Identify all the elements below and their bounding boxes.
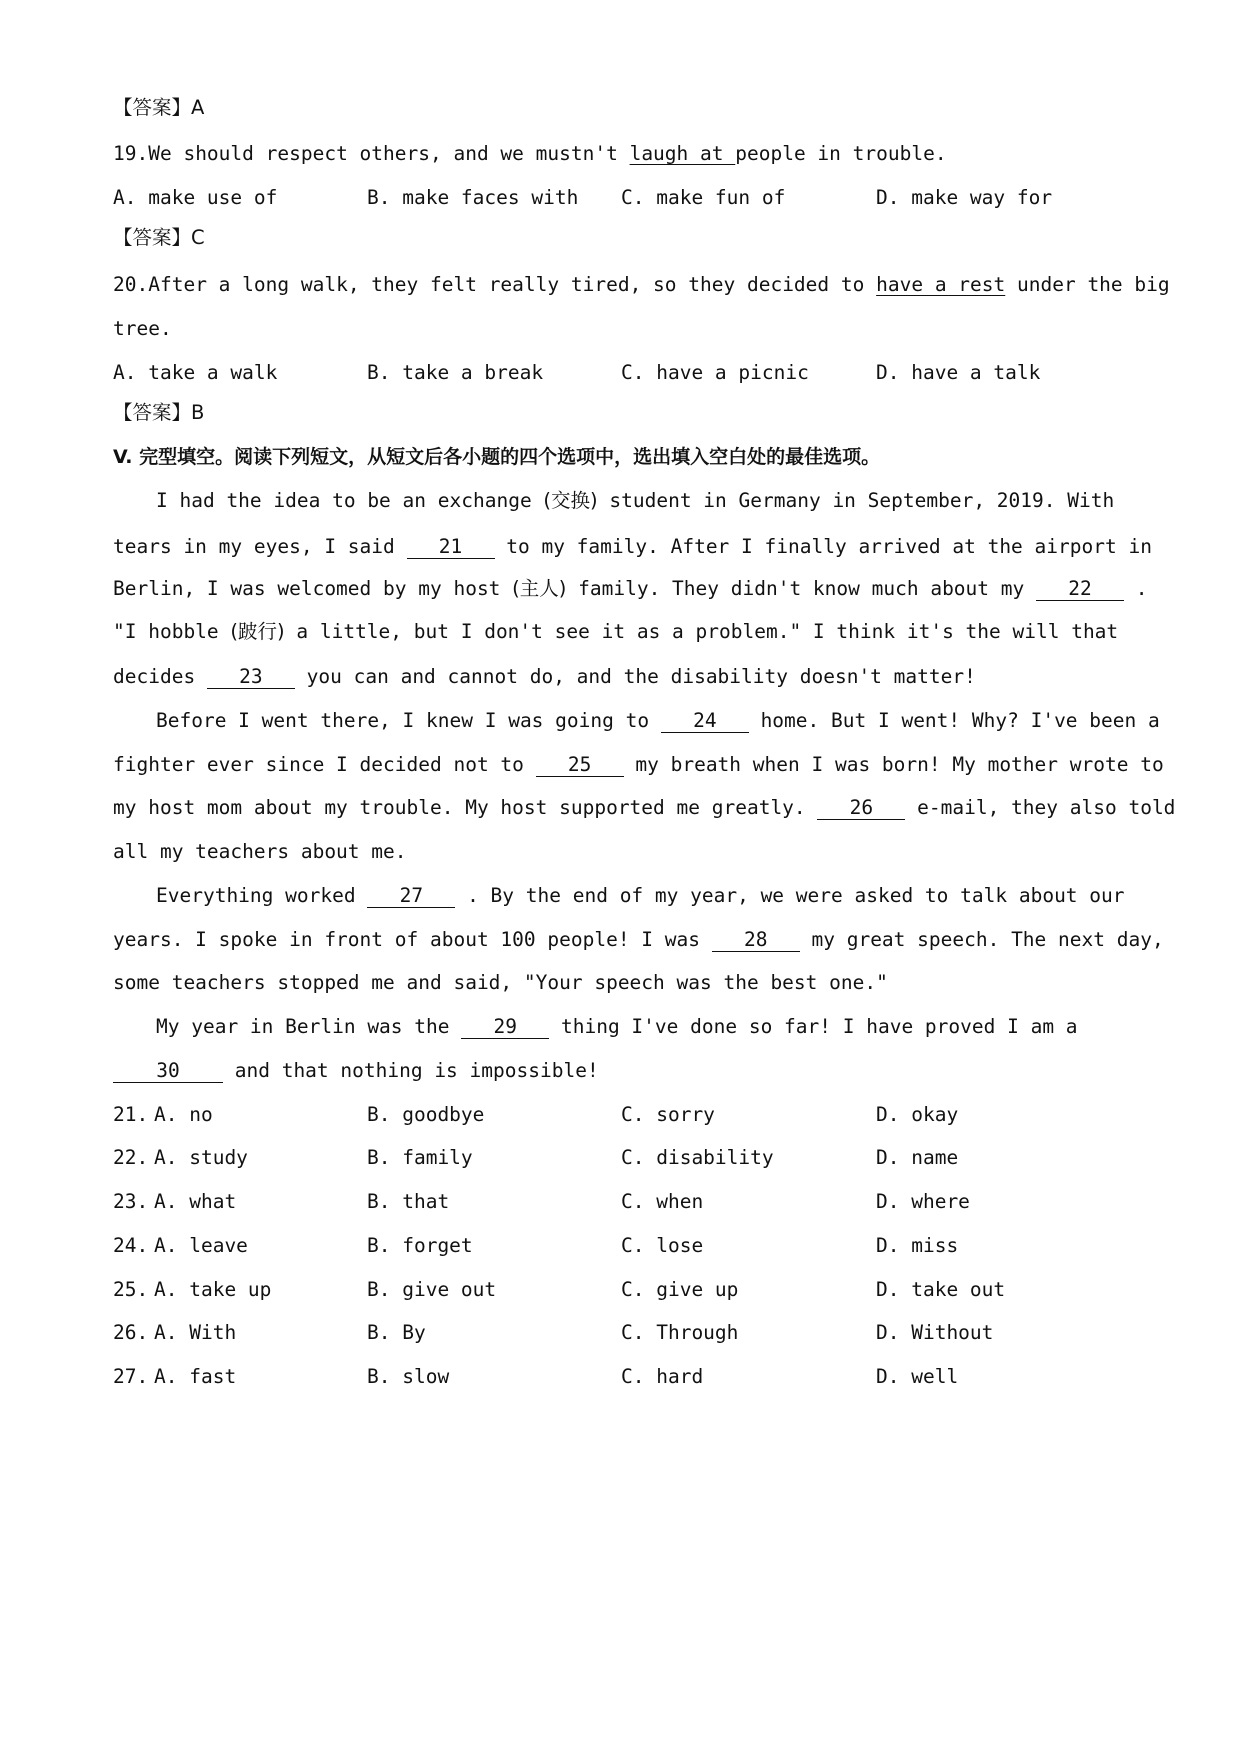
question-text-post: under the big (1005, 273, 1170, 296)
blank-22: 22 (1036, 578, 1124, 601)
blank-24: 24 (661, 710, 749, 733)
passage-line-3: Berlin, I was welcomed by my host (主人) family. They didn't know much about my 22 . (113, 577, 1148, 600)
q19-option-a: A. make use of (113, 186, 278, 209)
question-text-pre: After a long walk, they felt really tired, so they decided to (148, 273, 877, 296)
passage-line-2: tears in my eyes, I said 21 to my family. After I finally arrived at the airport in (113, 535, 1152, 558)
q19-option-d: D. make way for (876, 186, 1053, 209)
passage-line-6: Before I went there, I knew I was going to 24 home. But I went! Why? I've been a (156, 709, 1160, 732)
answer-20: 【答案】B (113, 401, 205, 424)
q19-option-b: B. make faces with (367, 186, 579, 209)
q20-option-c: C. have a picnic (621, 361, 809, 384)
q19-option-c: C. make fun of (621, 186, 786, 209)
underlined-phrase: have a rest (876, 273, 1006, 296)
question-19 (113, 142, 947, 166)
document-page: 【答案】A 19.We should respect others, and we mustn't laugh at people in trouble. A. make use of B. make faces with C. make fun of D. make way for 【答案】C 20.After a long walk, they felt really tired, so they decided to have a rest under the big tree. A. take a walk B. take a break C. have a picnic D. have a talk 【答案】B V. 完型填空。阅读下列短文，从短文后各小题的四个选项中，选出填入空白处的最佳选项。 I had the idea to be an exchange (交换) student in Germany in September, 2019. With tears in my eyes, I said 21 to my family. After I finally arrived at the airport in Berlin, I was welcomed by my host (主人) family. They didn't know much about my 22 . "I hobble (跛行) a little, but I don't see it as a problem." I think it's the will that decides 23 you can and cannot do, and the disability doesn't matter! Before I went there, I knew I was going to 24 home. But I went! Why? I've been a fighter ever since I decided not to 25 my breath when I was born! My mother wrote to my host mom about my trouble. My host supported me greatly. 26 e-mail, they also told all my teachers about me. Everything worked 27 . By the end of my year, we were asked to talk about our years. I spoke in front of about 100 people! I was 28 my great speech. The next day, some teachers stopped me and said, "Your speech was the best one." My year in Berlin was the 29 thing I've done so far! I have proved I am a 30 and that nothing is impossible! 21. A. no B. goodbye C. sorry D. okay 22. A. study B. family C. disability D. name 23. A. what B. that C. when D. where 24. A. leave B. forget C. lose D. miss 25. A. take up B. give out C. give up D. take out 26. A. With B. By C. Through D. Without 27. A. fast B. slow C. hard D. well (113, 96, 1176, 1388)
passage-line-11: years. I spoke in front of about 100 people! I was 28 my great speech. The next day, (113, 928, 1164, 951)
blank-25: 25 (536, 754, 624, 777)
q20-option-d: D. have a talk (876, 361, 1041, 384)
passage-line-10: Everything worked 27 . By the end of my year, we were asked to talk about our (156, 884, 1125, 907)
blank-26: 26 (817, 797, 905, 820)
question-text-pre: We should respect others, and we mustn't (148, 142, 630, 165)
question-number: 20. (113, 273, 149, 296)
question-number: 19. (113, 142, 149, 165)
blank-30: 30 (113, 1060, 223, 1083)
underlined-phrase: laugh at (629, 142, 736, 165)
passage-line-8: my host mom about my trouble. My host supported me greatly. 26 e-mail, they also told (113, 796, 1176, 819)
q20-option-b: B. take a break (367, 361, 544, 384)
passage-line-13: My year in Berlin was the 29 thing I've done so far! I have proved I am a (156, 1015, 1078, 1038)
passage-line-12: some teachers stopped me and said, "Your speech was the best one." (113, 971, 888, 994)
passage-line-14: 30 and that nothing is impossible! (113, 1059, 599, 1083)
blank-23: 23 (207, 666, 295, 689)
blank-28: 28 (712, 929, 800, 952)
q20-option-a: A. take a walk (113, 361, 278, 384)
answer-18: 【答案】A (113, 96, 205, 119)
passage-line-4: "I hobble (跛行) a little, but I don't see it as a problem." I think it's the will that (113, 620, 1119, 643)
passage-line-1: I had the idea to be an exchange (交换) student in Germany in September, 2019. With (156, 489, 1115, 512)
question-20-line2: tree. (113, 317, 172, 340)
passage-line-9: all my teachers about me. (113, 840, 407, 863)
section-title: V. 完型填空。阅读下列短文，从短文后各小题的四个选项中，选出填入空白处的最佳选项。 (113, 446, 881, 468)
blank-27: 27 (367, 885, 455, 908)
question-20 (113, 273, 1170, 297)
answer-19: 【答案】C (113, 226, 205, 249)
passage-line-7: fighter ever since I decided not to 25 my breath when I was born! My mother wrote to (113, 753, 1164, 776)
blank-29: 29 (461, 1016, 549, 1039)
passage-line-5: decides 23 you can and cannot do, and the disability doesn't matter! (113, 665, 976, 688)
blank-21: 21 (407, 536, 495, 559)
question-text-post: people in trouble. (735, 142, 947, 165)
